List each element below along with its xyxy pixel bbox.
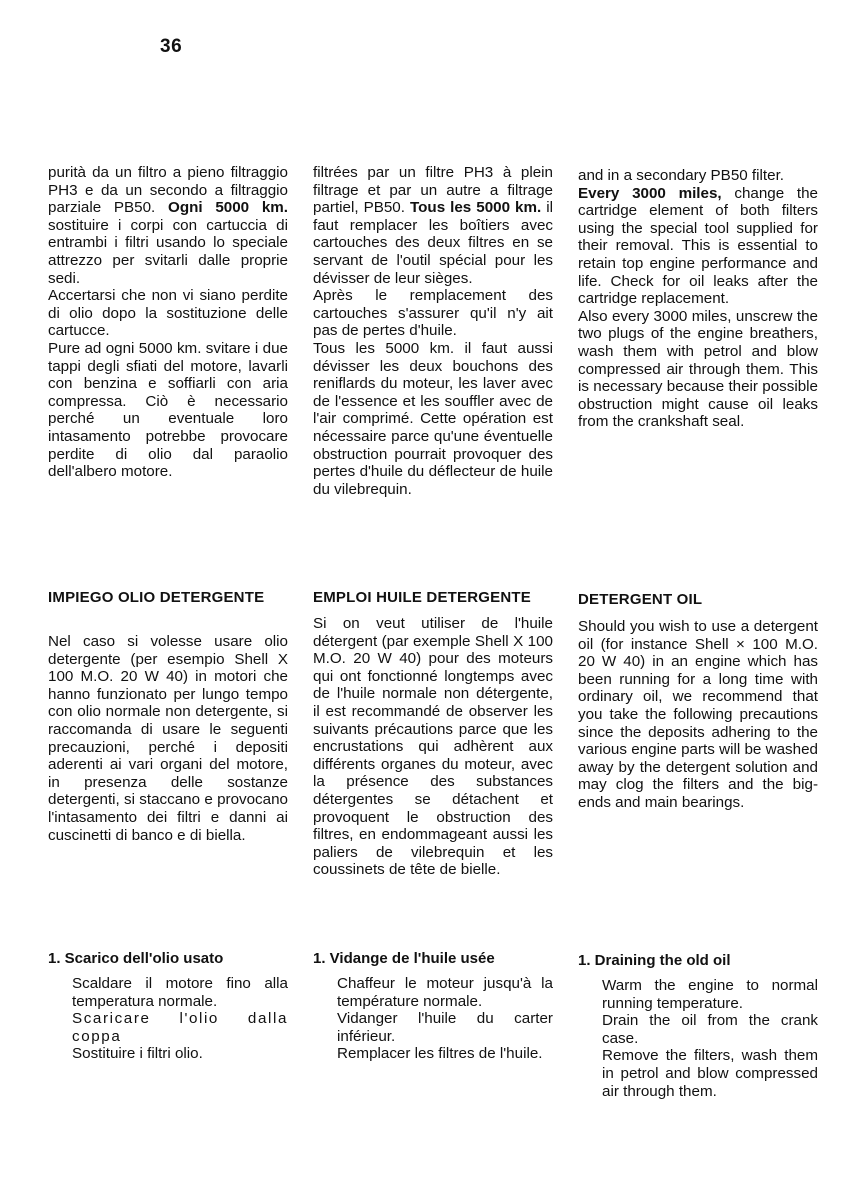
intro-paragraph: Tous les 5000 km. il faut aussi dévisser les deux bouchons des reniflards du moteur, les laver avec de l'essence et les souffler avec de l'air comprimé. Cette opération est nécessaire parce qu'une éventuelle obstruction pourrait provoquer des pertes d'huile du déflecteur de huile du vilebrequin. (313, 339, 553, 498)
intro-column-french (313, 164, 553, 498)
step-title-fr: 1. Vidange de l'huile usée (313, 950, 495, 967)
intro-paragraph: Every 3000 miles, change the cartridge element of both filters using the special tool supplied for their removal. This is essential to retain top engine performance and life. Check for oil leaks after the cartridge replacement. (578, 184, 818, 308)
intro-paragraph: Also every 3000 miles, unscrew the two plugs of the engine breathers, wash them with petrol and blow compressed air through them. This is necessary because their possible obstruction might cause oil leaks from the crankshaft seal. (578, 307, 818, 431)
detergent-paragraph: Nel caso si volesse usare olio detergente (per esempio Shell X 100 M.O. 20 W 40) in motori che hanno funzionato per lungo tempo con olio normale non detergente, si raccomanda di usare le seguenti precauzioni, perché i depositi aderenti ai vari organi del motore, in presenza delle sostanze detergenti, si staccano e provocano l'intasamento dei filtri e danni ai cuscinetti di banco e di biella. (48, 633, 288, 844)
step-line: Chaffeur le moteur jusqu'à la température normale. (337, 975, 553, 1010)
intro-paragraph: Après le remplacement des cartouches s'assurer qu'il n'y ait pas de pertes d'huile. (313, 287, 553, 340)
intro-paragraph: purità da un filtro a pieno filtraggio PH3 e da un secondo a filtraggio parziale PB50. Ogni 5000 km. sostituire i corpi con cartuccia di entrambi i filtri usando lo speciale attrezzo per svitarli dalle proprie sedi. (48, 164, 289, 287)
step-line: Remplacer les filtres de l'huile. (337, 1045, 543, 1063)
intro-column-italian (48, 164, 288, 481)
step-line: Scaricare l'olio dalla coppa (72, 1010, 288, 1045)
step-body-french (313, 975, 553, 1063)
detergent-body-french (313, 615, 553, 879)
step-line: Remove the filters, wash them in petrol and blow compressed air through them. (602, 1047, 818, 1100)
page-number: 36 (160, 36, 183, 57)
step-line: Drain the oil from the crank case. (602, 1012, 818, 1047)
intro-column-english (578, 167, 818, 431)
step-body-english (578, 977, 818, 1100)
intro-paragraph: Accertarsi che non vi siano perdite di olio dopo la sostituzione delle cartucce. (48, 287, 288, 340)
step-line: Sostituire i filtri olio. (72, 1045, 203, 1063)
step-title-en: 1. Draining the old oil (578, 952, 731, 969)
intro-paragraph: Pure ad ogni 5000 km. svitare i due tappi degli sfiati del motore, lavarli con benzina e soffiarli con aria compressa. Ciò è necessario perché un eventuale loro intasamento potrebbe provocare perdite di olio dal paraolio dell'albero motore. (48, 339, 288, 481)
intro-paragraph: and in a secondary PB50 filter. (578, 167, 785, 184)
step-title-it: 1. Scarico dell'olio usato (48, 950, 224, 967)
section-heading-detergent-fr: EMPLOI HUILE DETERGENTE (313, 589, 531, 606)
section-heading-detergent-it: IMPIEGO OLIO DETERGENTE (48, 589, 265, 606)
detergent-paragraph: Should you wish to use a detergent oil (for instance Shell × 100 M.O. 20 W 40) in an engine which has been running for a long time with ordinary oil, we recommend that you take the following precautions since the deposits adhering to the various engine parts will be washed away by the detergent solution and may clog the filters and the big-ends and main bearings. (578, 618, 818, 811)
step-line: Warm the engine to normal running temperature. (602, 977, 818, 1012)
intro-paragraph: filtrées par un filtre PH3 à plein filtrage et par un autre a filtrage partiel, PB50. Tous les 5000 km. il faut remplacer les boîtiers avec cartouches des deux filtres en se servant de l'outil spécial pour les dévisser de leur sièges. (313, 164, 553, 287)
section-heading-detergent-en: DETERGENT OIL (578, 591, 703, 608)
detergent-body-italian (48, 633, 288, 844)
detergent-paragraph: Si on veut utiliser de l'huile détergent (par exemple Shell X 100 M.O. 20 W 40) pour des moteurs qui ont fonctionné longtemps avec de l'huile normale non détergente, il est recommandé de observer les suivants précautions parce que les encrustations qui adhèrent aux différents organes du moteur, avec la présence des substances détergentes se détachent et provoquent le obstruction des filtres, en endommageant aussi les paliers de vilebrequin et les coussinets de tête de bielle. (313, 615, 553, 879)
step-body-italian (48, 975, 288, 1063)
step-line: Scaldare il motore fino alla temperatura normale. (72, 975, 288, 1010)
detergent-body-english (578, 618, 818, 812)
step-line: Vidanger l'huile du carter inférieur. (337, 1010, 553, 1045)
